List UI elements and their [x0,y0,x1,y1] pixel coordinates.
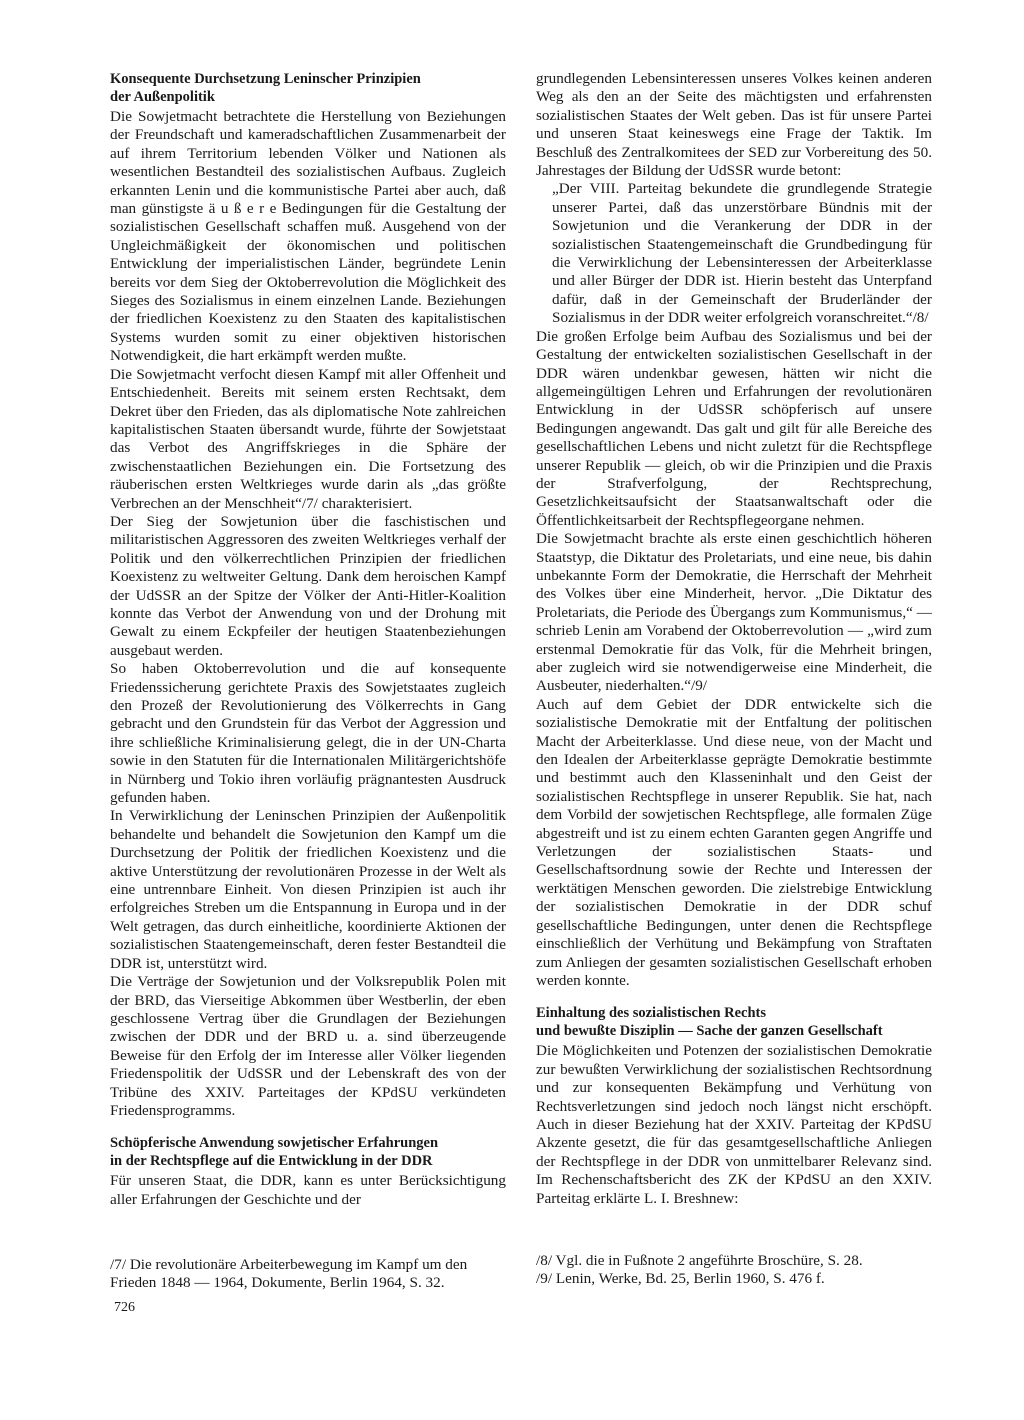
paragraph: Die Sowjetmacht brachte als erste einen geschichtlich höheren Staatstyp, die Diktatur des Proletariats, und eine neue, bis dahin unbekannte Form der Demokratie, die Herrschaft der Mehrheit des Volkes über eine Minderheit, hervor. „Die Diktatur des Proletariats, die Periode des Übergangs zum Kommunismus,“ — schrieb Lenin am Vorabend der Oktoberrevolution — „wird zum erstenmal Demokratie für das Volk, für die Mehrheit bringen, aber zugleich wird sie notwendigerweise eine Minderheit, die Ausbeuter, niederhalten.“/9/ [536,530,932,695]
paragraph: Die großen Erfolge beim Aufbau des Sozialismus und bei der Gestaltung der entwickelten sozialistischen Gesellschaft in der DDR wären undenkbar gewesen, hätten wir nicht die allgemeingültigen Lehren und Erfahrungen der revolutionären Entwicklung in der UdSSR schöpferisch auf unsere Bedingungen angewandt. Das galt und gilt für alle Bereiche des gesellschaftlichen Lebens und nicht zuletzt für die Rechtspflege unserer Republik — gleich, ob wir die Prinzipien und die Praxis der Strafverfolgung, der Rechtsprechung, Gesetzlichkeitsaufsicht der Staatsanwaltschaft oder die Öffentlichkeitsarbeit der Rechtspflegeorgane nehmen. [536,327,932,529]
right-column [536,70,932,1208]
section-heading-soviet-experience: Schöpferische Anwendung sowjetischer Erfahrungen in der Rechtspflege auf die Entwicklung in der DDR [110,1135,439,1170]
paragraph: Die Sowjetmacht betrachtete die Herstellung von Beziehungen der Freundschaft und kameradschaftlichen Zusammenarbeit der auf ihrem Territorium lebenden Völker und Nationen als wesentlichen Bestandteil des sozialistischen Aufbaus. Zugleich erkannten Lenin und die kommunistische Partei aber auch, daß man günstigste ä u ß e r e Bedingungen für die Gestaltung der sozialistischen Gesellschaft schaffen muß. Ausgehend von der Ungleichmäßigkeit der ökonomischen und politischen Entwicklung der imperialistischen Länder, begründete Lenin bereits vor dem Sieg der Oktoberrevolution die Möglichkeit des Sieges des Sozialismus in einem einzelnen Lande. Beziehungen der friedlichen Koexistenz zu den Staaten des kapitalistischen Systems wurden somit zu einer objektiven historischen Notwendigkeit, die hart erkämpft werden mußte. [110,108,506,365]
footnotes-right [536,1252,932,1289]
footnote-line: /8/ Vgl. die in Fußnote 2 angeführte Broschüre, S. 28. [536,1252,863,1269]
paragraph: So haben Oktoberrevolution und die auf konsequente Friedenssicherung gerichtete Praxis des Sowjetstaates zugleich den Prozeß der Revolutionierung des Völkerrechts in Gang gebracht und den Grundstein für das Verbot der Aggression und ihre schließliche Kriminalisierung gelegt, die in der UN-Charta sowie in den Statuten für die Internationalen Militärgerichtshöfe in Nürnberg und Tokio ihren vorläufig prägnantesten Ausdruck gefunden haben. [110,660,506,807]
paragraph: grundlegenden Lebensinteressen unseres Volkes keinen anderen Weg als den an der Seite des mächtigsten und erfahrensten sozialistischen Staates der Welt geben. Das ist für unsere Partei und unseren Staat keineswegs eine Frage der Taktik. Im Beschluß des Zentralkomitees der SED zur Vorbereitung des 50. Jahrestages der Bildung der UdSSR wurde betont: [536,70,932,180]
paragraph: Die Sowjetmacht verfocht diesen Kampf mit aller Offenheit und Entschiedenheit. Bereits mit seinem ersten Rechtsakt, dem Dekret über den Frieden, das als diplomatische Note zahlreichen kapitalistischen Staaten übersandt wurde, führte der Sowjetstaat das Verbot des Angriffskrieges in die Sphäre der zwischenstaatlichen Beziehungen ein. Die Fortsetzung des räuberischen ersten Weltkrieges wurde darin als „das größte Verbrechen an der Menschheit“/7/ charakterisiert. [110,365,506,512]
paragraph: Für unseren Staat, die DDR, kann es unter Berücksichtigung aller Erfahrungen der Geschichte und der [110,1172,506,1208]
block-quote: „Der VIII. Parteitag bekundete die grundlegende Strategie unserer Partei, daß das unzerstörbare Bündnis mit der Sowjetunion und die Verankerung der DDR in der sozialistischen Staatengemeinschaft die Grundbedingung für die Verwirklichung der Lebensinteressen der Arbeiterklasse und aller Bürger der DDR ist. Hierin besteht das Unterpfand dafür, daß in der Gemeinschaft der Bruderländer der Sozialismus in der DDR weiter erfolgreich voranschreitet.“/8/ [552,180,932,327]
footnotes-left [110,1256,506,1293]
section-heading-socialist-law: Einhaltung des sozialistischen Rechts und bewußte Disziplin — Sache der ganzen Gesellschaft [536,1005,883,1040]
footnote-line: /9/ Lenin, Werke, Bd. 25, Berlin 1960, S. 476 f. [536,1270,825,1288]
paragraph: Die Möglichkeiten und Potenzen der sozialistischen Demokratie zur bewußten Verwirklichung der sozialistischen Rechtsordnung und zur konsequenten Bekämpfung und Verhütung von Rechtsverletzungen sind jedoch noch längst nicht erschöpft. Auch in dieser Beziehung hat der XXIV. Parteitag der KPdSU Akzente gesetzt, die für das gesamtgesellschaftliche Anliegen der Rechtspflege in der DDR von unmittelbarer Relevanz sind. Im Rechenschaftsbericht des ZK der KPdSU an den XXIV. Parteitag erklärte L. I. Breshnew: [536,1042,932,1207]
paragraph: In Verwirklichung der Leninschen Prinzipien der Außenpolitik behandelte und behandelt die Sowjetunion den Kampf um die Durchsetzung der Politik der friedlichen Koexistenz und die aktive Unterstützung der revolutionären Prozesse in der Welt als eine untrennbare Einheit. Von diesen Prinzipien ist auch ihr erfolgreiches Streben um die Entspannung in Europa und in der Welt getragen, das durch einheitliche, koordinierte Aktionen der sozialistischen Staatengemeinschaft, deren fester Bestandteil die DDR ist, unterstützt wird. [110,807,506,972]
paragraph: Auch auf dem Gebiet der DDR entwickelte sich die sozialistische Demokratie mit der Entfaltung der politischen Macht der Arbeiterklasse. Und diese neue, von der Macht und den Idealen der Arbeiterklasse geprägte Demokratie bestimmte und bestimmt auch den Klasseninhalt und den Geist der sozialistischen Rechtspflege in unserer Republik. Sie hat, nach dem Vorbild der sowjetischen Rechtspflege, alle formalen Züge abgestreift und ist zu einem echten Garanten gegen Angriffe und Verletzungen der sozialistischen Staats- und Gesellschaftsordnung sowie der Rechte und Interessen der werktätigen Menschen geworden. Die zielstrebige Entwicklung der sozialistischen Demokratie in der DDR schuf gesellschaftliche Bedingungen, unter denen die Rechtspflege einschließlich der Verhütung und Bekämpfung von Straftaten zum Anliegen der gesamten sozialistischen Gesellschaft erhoben werden konnte. [536,695,932,989]
paragraph: Der Sieg der Sowjetunion über die faschistischen und militaristischen Aggressoren des zweiten Weltkrieges verhalf der Politik und den völkerrechtlichen Prinzipien der friedlichen Koexistenz zu weltweiter Geltung. Dank dem heroischen Kampf der UdSSR an der Spitze der Völker der Anti-Hitler-Koalition konnte das Verbot der Anwendung von und der Drohung mit Gewalt zu einem Eckpfeiler der heutigen Staatenbeziehungen ausgebaut werden. [110,512,506,659]
section-heading-foreign-policy: Konsequente Durchsetzung Leninscher Prinzipien der Außenpolitik [110,71,421,105]
paragraph: Die Verträge der Sowjetunion und der Volksrepublik Polen mit der BRD, das Vierseitige Abkommen über Westberlin, der eben geschlossene Vertrag über die Grundlagen der Beziehungen zwischen der DDR und der BRD u. a. sind überzeugende Beweise für den Erfolg der im Interesse aller Völker liegenden Friedenspolitik der UdSSR und der Lebenskraft des von der Tribüne des XXIV. Parteitages der KPdSU verkündeten Friedensprogramms. [110,973,506,1119]
footnote-line: /7/ Die revolutionäre Arbeiterbewegung im Kampf um den [110,1256,468,1273]
left-column [110,70,506,1209]
page-number: 726 [114,1300,135,1315]
footnote-line: Frieden 1848 — 1964, Dokumente, Berlin 1964, S. 32. [110,1274,445,1292]
